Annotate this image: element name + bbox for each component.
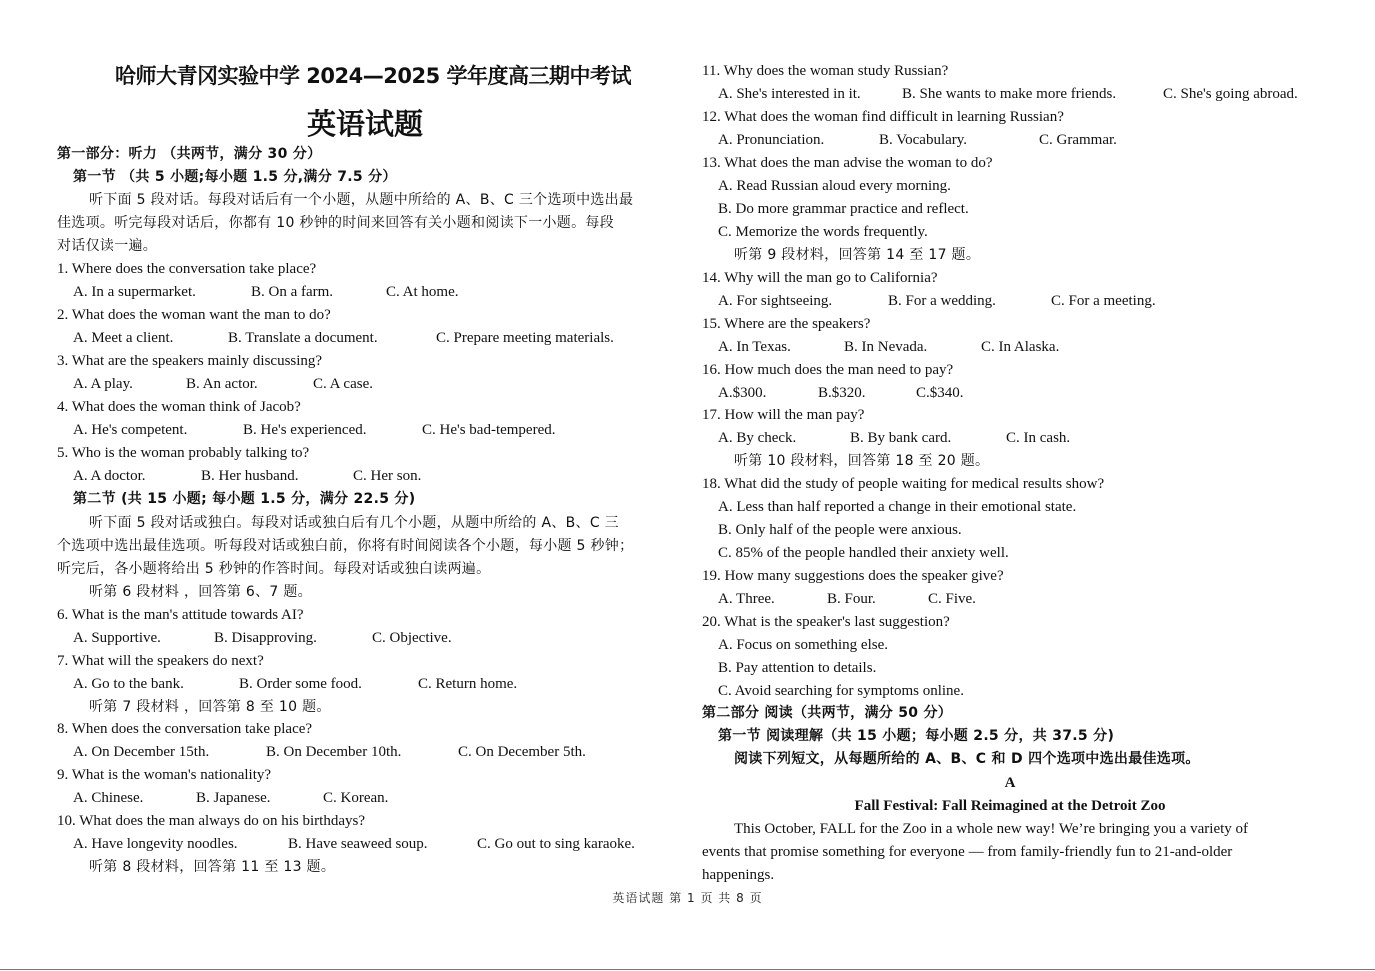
option-a: A. Chinese. (73, 790, 144, 806)
question-stem: 16. How much does the man need to pay? (702, 362, 954, 378)
option-a: A. Supportive. (73, 630, 161, 646)
question-options (718, 290, 1156, 312)
option-a: A. By check. (718, 430, 797, 446)
question-option: B. Do more grammar practice and reflect. (718, 201, 969, 217)
question-stem: 19. How many suggestions does the speaker give? (702, 568, 1004, 584)
option-a: A. Three. (718, 591, 775, 607)
page-bottom-divider (0, 969, 1375, 970)
question-options (73, 465, 421, 487)
section1-heading: 第一节 （共 5 小题;每小题 1.5 分,满分 7.5 分） (73, 169, 397, 185)
option-c: C. She's going abroad. (1163, 86, 1298, 102)
option-a: A. For sightseeing. (718, 293, 833, 309)
exam-subject-title: 英语试题 (307, 107, 424, 141)
question-stem: 9. What is the woman's nationality? (57, 767, 272, 783)
part2-heading: 第二部分 阅读（共两节，满分 50 分） (702, 705, 953, 721)
option-b: B. Disapproving. (214, 630, 317, 646)
option-c: C. For a meeting. (1051, 293, 1156, 309)
question-option: A. Less than half reported a change in their emotional state. (718, 499, 1077, 515)
option-b: B. On December 10th. (266, 744, 402, 760)
option-c: C. Korean. (323, 790, 389, 806)
option-b: B. Four. (827, 591, 876, 607)
question-options (73, 373, 373, 395)
material-note: 听第 10 段材料，回答第 18 至 20 题。 (734, 453, 990, 469)
option-c: C. On December 5th. (458, 744, 586, 760)
option-a: A. Meet a client. (73, 330, 174, 346)
option-c: C.$340. (916, 385, 964, 401)
part1-heading: 第一部分：听力 （共两节，满分 30 分） (57, 146, 322, 162)
question-options (718, 427, 1070, 449)
option-a: A. A play. (73, 376, 133, 392)
question-stem: 13. What does the man advise the woman to do? (702, 155, 993, 171)
question-option: B. Pay attention to details. (718, 660, 877, 676)
option-c: C. In Alaska. (981, 339, 1060, 355)
option-b: B. For a wedding. (888, 293, 996, 309)
option-c: C. In cash. (1006, 430, 1071, 446)
option-b: B. She wants to make more friends. (902, 86, 1117, 102)
option-b: B. By bank card. (850, 430, 952, 446)
question-stem: 12. What does the woman find difficult in learning Russian? (702, 109, 1064, 125)
option-c: C. Go out to sing karaoke. (477, 836, 635, 852)
page-footer: 英语试题 第 1 页 共 8 页 (612, 891, 763, 905)
option-b: B. Vocabulary. (879, 132, 968, 148)
question-options (73, 627, 452, 649)
question-options (73, 741, 586, 763)
question-stem: 11. Why does the woman study Russian? (702, 63, 949, 79)
option-c: C. Her son. (353, 468, 422, 484)
section1-instruction-line: 佳选项。听完每段对话后，你都有 10 秒钟的时间来回答有关小题和阅读下一小题。每段 (57, 215, 615, 231)
option-b: B.$320. (818, 385, 866, 401)
option-b: B. Order some food. (239, 676, 362, 692)
option-a: A. Pronunciation. (718, 132, 825, 148)
option-c: C. Grammar. (1039, 132, 1117, 148)
material-note: 听第 7 段材料 ，回答第 8 至 10 题。 (89, 699, 331, 715)
passage-line: This October, FALL for the Zoo in a whole new way! We’re bringing you a variety of (734, 821, 1249, 837)
question-stem: 17. How will the man pay? (702, 407, 865, 423)
question-option: A. Read Russian aloud every morning. (718, 178, 951, 194)
question-option: B. Only half of the people were anxious. (718, 522, 962, 538)
material-note: 听第 8 段材料，回答第 11 至 13 题。 (89, 859, 336, 875)
question-option: A. Focus on something else. (718, 637, 888, 653)
passage-title: Fall Festival: Fall Reimagined at the Detroit Zoo (854, 798, 1166, 814)
option-b: B. Translate a document. (228, 330, 378, 346)
question-options (73, 673, 517, 695)
passage-letter: A (1004, 775, 1016, 791)
option-c: C. Objective. (372, 630, 452, 646)
question-options (718, 382, 964, 404)
question-option: C. Avoid searching for symptoms online. (718, 683, 964, 699)
question-stem: 1. Where does the conversation take place? (57, 261, 317, 277)
option-b: B. On a farm. (251, 284, 334, 300)
option-a: A. He's competent. (73, 422, 188, 438)
option-b: B. In Nevada. (844, 339, 928, 355)
option-b: B. Her husband. (201, 468, 299, 484)
option-c: C. Five. (928, 591, 976, 607)
question-options (718, 129, 1117, 151)
section2-instruction-line: 听完后，各小题将给出 5 秒钟的作答时间。每段对话或独白读两遍。 (57, 561, 491, 577)
question-stem: 6. What is the man's attitude towards AI? (57, 607, 304, 623)
section2-instruction-line: 听下面 5 段对话或独白。每段对话或独白后有几个小题，从题中所给的 A、B、C 三 (89, 515, 619, 531)
question-stem: 18. What did the study of people waiting for medical results show? (702, 476, 1105, 492)
question-options (73, 833, 635, 855)
question-stem: 5. Who is the woman probably talking to? (57, 445, 310, 461)
option-b: B. Have seaweed soup. (288, 836, 428, 852)
option-a: A. She's interested in it. (718, 86, 861, 102)
option-b: B. An actor. (186, 376, 258, 392)
option-a: A. In a supermarket. (73, 284, 196, 300)
reading-section1-heading: 第一节 阅读理解（共 15 小题；每小题 2.5 分，共 37.5 分) (718, 728, 1115, 744)
option-a: A. In Texas. (718, 339, 791, 355)
option-c: C. He's bad-tempered. (422, 422, 556, 438)
passage-line: events that promise something for everyone — from family-friendly fun to 21-and-older (702, 844, 1233, 860)
question-stem: 2. What does the woman want the man to do? (57, 307, 331, 323)
option-c: C. At home. (386, 284, 459, 300)
option-a: A.$300. (718, 385, 767, 401)
option-b: B. He's experienced. (243, 422, 367, 438)
option-c: C. Return home. (418, 676, 518, 692)
question-stem: 8. When does the conversation take place? (57, 721, 313, 737)
option-a: A. On December 15th. (73, 744, 210, 760)
question-options (718, 336, 1059, 358)
question-stem: 20. What is the speaker's last suggestion? (702, 614, 950, 630)
section2-instruction-line: 个选项中选出最佳选项。听每段对话或独白前，你将有时间阅读各个小题，每小题 5 秒钟； (57, 538, 634, 554)
question-option: C. Memorize the words frequently. (718, 224, 928, 240)
section2-heading: 第二节 (共 15 小题; 每小题 1.5 分，满分 22.5 分) (73, 491, 416, 507)
option-b: B. Japanese. (196, 790, 271, 806)
section1-instruction-line: 对话仅读一遍。 (57, 238, 158, 254)
material-note: 听第 6 段材料 ，回答第 6、7 题。 (89, 584, 312, 600)
question-stem: 15. Where are the speakers? (702, 316, 871, 332)
option-a: A. Go to the bank. (73, 676, 184, 692)
option-a: A. Have longevity noodles. (73, 836, 238, 852)
question-options (73, 281, 459, 303)
option-c: C. Prepare meeting materials. (436, 330, 614, 346)
question-options (73, 787, 388, 809)
material-note: 听第 9 段材料，回答第 14 至 17 题。 (734, 247, 981, 263)
option-c: C. A case. (313, 376, 373, 392)
question-options (73, 419, 556, 441)
reading-instruction: 阅读下列短文，从每题所给的 A、B、C 和 D 四个选项中选出最佳选项。 (734, 751, 1200, 767)
question-option: C. 85% of the people handled their anxiety well. (718, 545, 1009, 561)
exam-school-title: 哈师大青冈实验中学 2024—2025 学年度高三期中考试 (115, 64, 632, 88)
question-stem: 14. Why will the man go to California? (702, 270, 938, 286)
question-options (73, 327, 614, 349)
option-a: A. A doctor. (73, 468, 146, 484)
question-options (718, 83, 1298, 105)
question-stem: 4. What does the woman think of Jacob? (57, 399, 301, 415)
question-stem: 7. What will the speakers do next? (57, 653, 264, 669)
question-stem: 3. What are the speakers mainly discussing? (57, 353, 323, 369)
passage-line: happenings. (702, 867, 775, 883)
question-stem: 10. What does the man always do on his birthdays? (57, 813, 365, 829)
section1-instruction-line: 听下面 5 段对话。每段对话后有一个小题，从题中所给的 A、B、C 三个选项中选出最 (89, 192, 634, 208)
question-options (718, 588, 976, 610)
